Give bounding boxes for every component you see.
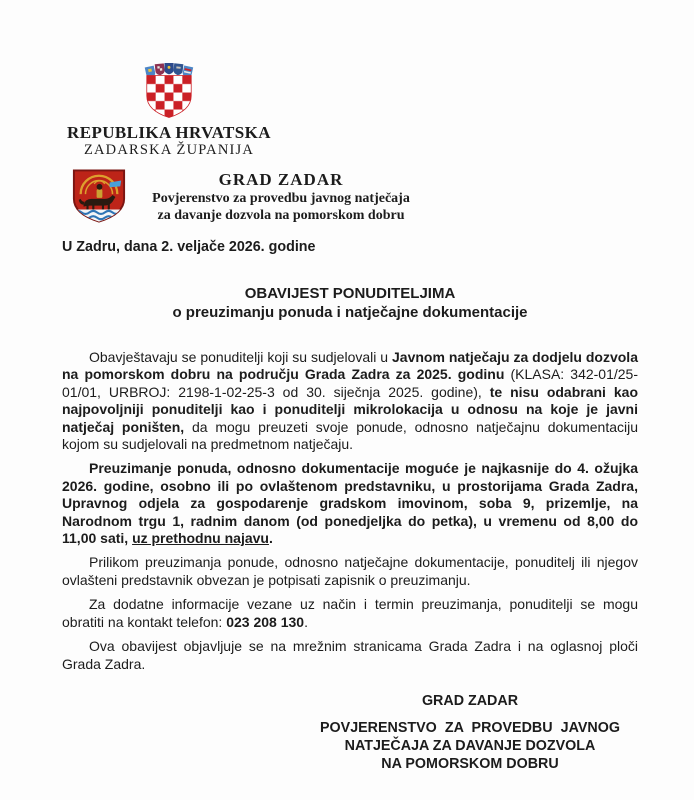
p2-seg2-bold-underline: uz prethodnu najavu — [132, 530, 269, 547]
p1-seg2-bold: Javnom natječaju za dodjelu dozvola na pomorskom dobru na području Grada Zadra za 2025. godinu — [62, 349, 638, 383]
coat-shield — [147, 76, 191, 119]
committee-name-line2: za davanje dozvola na pomorskom dobru — [157, 208, 405, 223]
p4-phone-bold: 023 208 130 — [226, 613, 305, 630]
zadar-city-crest-icon — [70, 168, 128, 224]
document-title-line2: o preuzimanju ponuda i natječajne dokumentacije — [172, 303, 528, 321]
crest-shield — [74, 170, 124, 223]
p2-seg1-bold: Preuzimanje ponuda, odnosno dokumentacije moguće je najkasnije do 4. ožujka 2026. godine, osobno ili po ovlaštenom predstavniku, u prostorijama Grada Zadra, Upravnog odjela za gospodarenje gradskom imovinom, soba 9, prizemlje, na Narodnom trgu 1, radnim danom (od ponedjeljka do petka), u vremenu od 8,00 do 11,00 sati, — [62, 460, 638, 547]
p1-seg3: (KLASA: 342-01/25-01/01, URBROJ: 2198-1-02-25-3 od 30. siječnja 2025. godine), — [62, 366, 638, 400]
place-date-line: U Zadru, dana 2. veljače 2026. godine — [62, 239, 316, 255]
signature-block — [320, 692, 620, 773]
signature-committee-line3: NA POMORSKOM DOBRU — [381, 755, 559, 772]
paragraph-publication: Ova obavijest objavljuje se na mrežnim stranicama Grada Zadra i na oglasnoj ploči Grada Zadra. — [62, 638, 638, 672]
signature-committee — [320, 719, 620, 773]
document-title-line1: OBAVIJEST PONUDITELJIMA — [244, 285, 456, 302]
paragraph-intro — [62, 349, 638, 453]
p4-seg3: . — [304, 613, 308, 630]
p2-seg3-bold: . — [268, 530, 273, 547]
p1-seg5: da mogu preuzeti svoje ponude, odnosno natječajnu dokumentaciju kojom su sudjelovali na predmetnom natječaju. — [62, 418, 639, 453]
p1-seg1: Obavještavaju se ponuditelji koji su sudjelovali u — [89, 349, 392, 365]
signature-organization: GRAD ZADAR — [421, 692, 519, 709]
committee-name-line1: Povjerenstvo za provedbu javnog natječaja — [152, 191, 410, 206]
paragraph-record-signing: Prilikom preuzimanja ponude, odnosno natječajne dokumentacije, ponuditelj ili njegov ovlašteni predstavnik obvezan je potpisati zapisnik o preuzimanju. — [62, 554, 638, 588]
document-body — [62, 349, 638, 673]
city-name: GRAD ZADAR — [218, 170, 344, 189]
croatian-coat-of-arms-icon — [140, 62, 198, 119]
state-name: REPUBLIKA HRVATSKA — [67, 123, 271, 142]
national-letterhead — [62, 62, 276, 159]
signature-committee-line1: POVJERENSTVO ZA PROVEDBU JAVNOG — [320, 719, 620, 736]
document-title — [62, 285, 638, 322]
county-name: ZADARSKA ŽUPANIJA — [83, 142, 255, 158]
city-letterhead — [62, 168, 638, 224]
city-letterhead-text — [128, 168, 434, 224]
p4-seg1: Za dodatne informacije vezane uz način i termin preuzimanja, ponuditelji se mogu obratiti na kontakt telefon: — [62, 596, 638, 630]
paragraph-pickup-terms — [62, 460, 638, 547]
p1-seg4-bold: te nisu odabrani kao najpovoljniji ponuditelji kao i ponuditelji mikrolokacija u odnosu na koje je javni natječaj poništen, — [62, 383, 638, 435]
signature-committee-line2: NATJEČAJA ZA DAVANJE DOZVOLA — [344, 737, 596, 754]
paragraph-contact — [62, 596, 638, 631]
crest-sea — [74, 210, 124, 224]
